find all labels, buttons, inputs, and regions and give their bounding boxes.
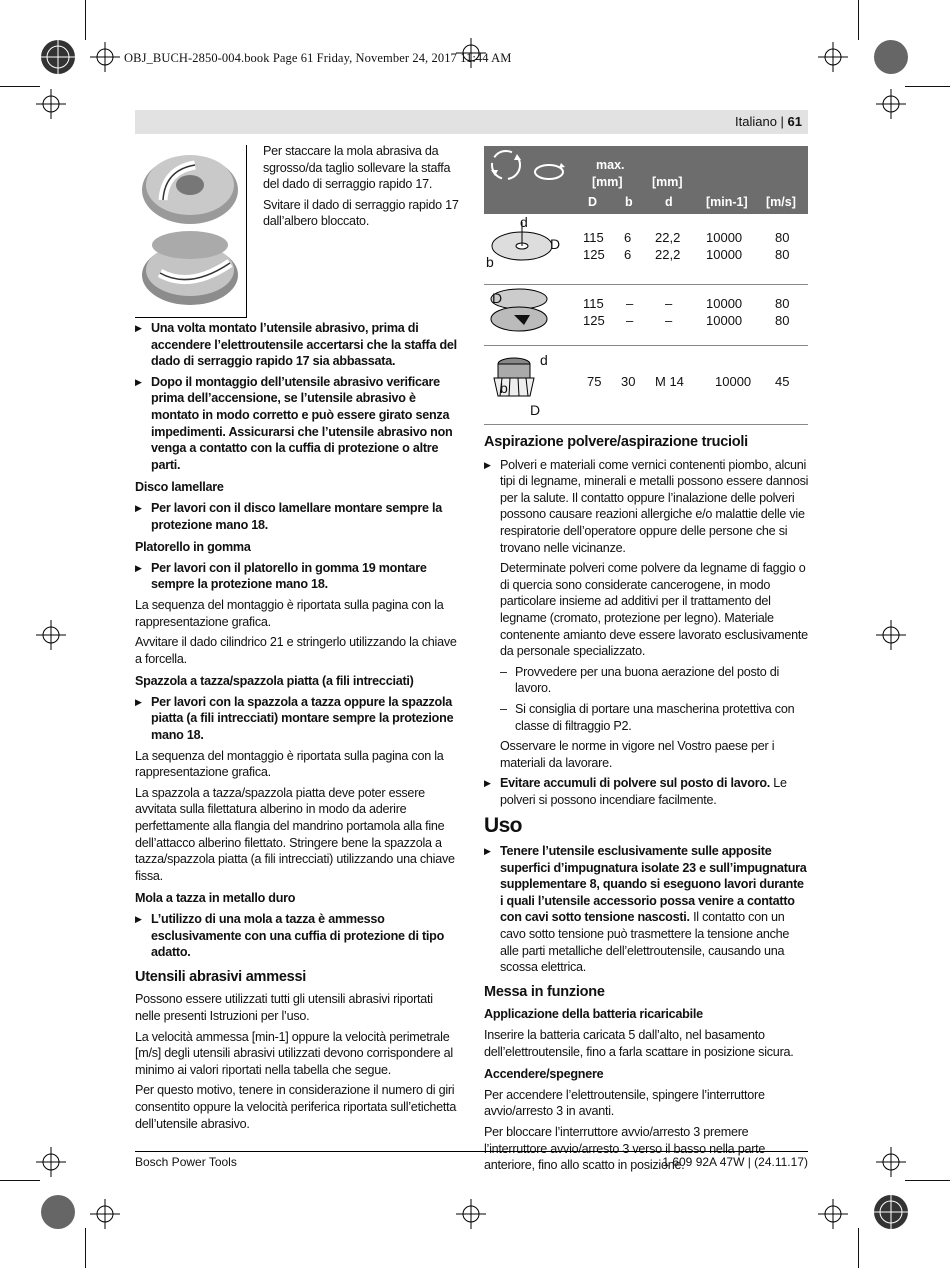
header-speed: [m/s]: [766, 195, 796, 209]
cell: 22,2: [655, 247, 681, 262]
text: Le polveri si possono incendiare facilmente.: [500, 776, 787, 807]
cell: –: [626, 296, 634, 311]
table-row: [484, 214, 808, 285]
paragraph: La sequenza del montaggio è riportata sulla pagina con la rappresentazione grafica.: [135, 748, 444, 780]
rotation-speed-icon: [484, 146, 528, 184]
label-D: D: [492, 290, 503, 306]
cell: 10000: [706, 247, 743, 262]
crosshair-icon: [90, 1199, 120, 1229]
cell: 80: [775, 247, 790, 262]
paragraph: Inserire la batteria caricata 5 dall’alto, nel basamento dell’elettroutensile, fino a farla scattare in posizione sicura.: [484, 1028, 794, 1059]
language-label: Italiano: [735, 114, 777, 129]
cell: –: [665, 313, 673, 328]
bullet-item: [484, 843, 809, 976]
section-heading: Utensili abrasivi ammessi: [135, 968, 307, 985]
cell: –: [626, 313, 634, 328]
cup-brush-icon: [484, 346, 544, 406]
cell: 115: [583, 296, 604, 311]
paragraph: La velocità ammessa [min-1] oppure la velocità perimetrale [m/s] degli utensili abrasivi utilizzati devono corrispondere al minimo ai valori riportati nella tabella che segue.: [135, 1029, 453, 1077]
registration-mark-icon: [38, 37, 78, 77]
footer-doc-id: 1 609 92A 47W | (24.11.17): [662, 1155, 808, 1169]
registration-mark-icon: [38, 1192, 78, 1232]
left-column: [135, 320, 460, 1136]
paragraph: La sequenza del montaggio è riportata sulla pagina con la rappresentazione grafica.: [135, 597, 444, 629]
paragraph: Determinate polveri come polvere da legname di faggio o di quercia sono considerate cancerogene, in modo particolare insieme ad additivi per il trattamento del legname (cromato, protezione per legno). Materiale contenente amianto deve essere lavorato esclusivamente da personale specializzato.: [500, 561, 808, 659]
crosshair-icon: [90, 42, 120, 72]
cell: 125: [583, 313, 605, 328]
bullet-item: [484, 775, 809, 808]
print-slug: OBJ_BUCH-2850-004.book Page 61 Friday, November 24, 2017 11:44 AM: [124, 51, 512, 65]
table-header: [484, 146, 808, 214]
sub-heading: Applicazione della batteria ricaricabile: [484, 1007, 703, 1022]
dash-text: Si consiglia di portare una mascherina protettiva con classe di filtraggio P2.: [515, 701, 795, 733]
cell: 10000: [706, 313, 743, 328]
crop-line: [858, 1228, 859, 1268]
header-b: b: [625, 195, 633, 209]
text: Il contatto con un cavo sotto tensione può trasmettere la tensione anche alle parti metalliche dell’elettroutensile, causando una scossa elettrica.: [500, 910, 790, 975]
right-column: [484, 426, 809, 1178]
bullet-item: ▶ Polveri e materiali come vernici contenenti piombo, alcuni tipi di legname, minerali e metalli possono essere dannosi per la salute. Il contatto oppure l’inalazione delle polveri possono causare reazioni allergiche e/o malattie delle vie respiratorie dell’operatore oppure delle persone che si trovano nelle vicinanze.: [484, 457, 809, 557]
crosshair-icon: [456, 1199, 486, 1229]
cell: 10000: [706, 230, 743, 245]
section-heading: Mola a tazza in metallo duro: [135, 891, 296, 906]
cell: M 14: [655, 374, 684, 389]
cell: –: [665, 296, 673, 311]
paragraph: Possono essere utilizzati tutti gli utensili abrasivi riportati nelle presenti Istruzioni per l’uso.: [135, 992, 433, 1023]
paragraph: Per bloccare l’interruttore avvio/arresto 3 premere l’interruttore avvio/arresto 3 verso il basso nella parte anteriore, fino allo scatto in posizione.: [484, 1124, 766, 1173]
bullet-item: ▶ Una volta montato l’utensile abrasivo, prima di accendere l’elettroutensile accertarsi che la staffa del dado di serraggio rapido 17 sia abbassata.: [135, 320, 460, 370]
page-header: Italiano | 61: [135, 110, 808, 134]
paragraph: Per accendere l’elettroutensile, spingere l’interruttore avvio/arresto 3 in avanti.: [484, 1087, 765, 1119]
page-footer: [135, 1151, 808, 1169]
bold-text: Evitare accumuli di polvere sul posto di lavoro.: [500, 776, 771, 791]
paragraph: Osservare le norme in vigore nel Vostro paese per i materiali da lavorare.: [500, 739, 775, 770]
crop-line: [0, 86, 40, 87]
abrasive-tool-table: [484, 146, 808, 425]
header-max: max.: [596, 158, 625, 172]
bullet-item: ▶ Per lavori con il platorello in gomma 19 montare sempre la protezione mano 18.: [135, 560, 460, 593]
paragraph: La spazzola a tazza/spazzola piatta deve poter essere avvitata sulla filettatura alberino in modo da aderire perfettamente alla flangia del mandrino portamola alla fine dell’attacco alberino filettato. Stringere bene la spazzola a tazza/spazzola piatta (a fili intrecciati) utilizzando una chiave fissa.: [135, 785, 455, 883]
crosshair-icon: [818, 1199, 848, 1229]
header-D: D: [588, 195, 598, 209]
dash-item: – Si consiglia di portare una mascherina protettiva con classe di filtraggio P2.: [500, 701, 795, 733]
cell: 10000: [706, 296, 743, 311]
crosshair-icon: [36, 620, 66, 650]
cell: 22,2: [655, 230, 681, 245]
dash-text: Provvedere per una buona aerazione del posto di lavoro.: [515, 664, 780, 696]
cell: 30: [621, 374, 636, 389]
registration-mark-icon: [871, 1192, 911, 1232]
header-d: d: [665, 195, 673, 209]
sub-heading: Accendere/spegnere: [484, 1067, 604, 1082]
cell: 10000: [715, 374, 752, 389]
cell: 80: [775, 230, 790, 245]
label-D: D: [550, 236, 561, 252]
peripheral-speed-icon: [531, 160, 567, 184]
paragraph: Per questo motivo, tenere in considerazione il numero di giri consentito oppure la velocità periferica riportata sull’etichetta dell’utensile abrasivo.: [135, 1083, 457, 1131]
crop-line: [858, 0, 859, 40]
crop-line: [0, 1180, 40, 1181]
bullet-item: ▶ Per lavori con il disco lamellare montare sempre la protezione mano 18.: [135, 500, 460, 533]
crosshair-icon: [36, 89, 66, 119]
header-mm: [mm]: [652, 175, 683, 189]
section-title: Uso: [484, 814, 522, 838]
intro-paragraph: Per staccare la mola abrasiva da sgrosso/da taglio sollevare la staffa del dado di serraggio rapido 17.: [263, 144, 451, 192]
label-D: D: [530, 402, 541, 418]
label-d: d: [540, 352, 548, 368]
crosshair-icon: [876, 1147, 906, 1177]
cell: 80: [775, 313, 790, 328]
bullet-item: ▶ L’utilizzo di una mola a tazza è ammesso esclusivamente con una cuffia di protezione di tipo adatto.: [135, 911, 460, 961]
cell: 45: [775, 374, 790, 389]
label-b: b: [500, 380, 508, 396]
crop-line: [85, 0, 86, 40]
cell: 115: [583, 230, 604, 245]
crop-line: [905, 86, 950, 87]
crosshair-icon: [876, 89, 906, 119]
page-number: 61: [787, 114, 802, 129]
header-rpm: [min-1]: [706, 195, 748, 209]
crop-line: [905, 1180, 950, 1181]
cell: 6: [624, 247, 632, 262]
cell: 6: [624, 230, 632, 245]
label-d: d: [520, 214, 528, 230]
section-heading: Aspirazione polvere/aspirazione trucioli: [484, 434, 748, 450]
crosshair-icon: [818, 42, 848, 72]
dash-item: – Provvedere per una buona aerazione del posto di lavoro.: [500, 664, 780, 696]
cell: 125: [583, 247, 605, 262]
crop-line: [85, 1228, 86, 1268]
crosshair-icon: [876, 620, 906, 650]
section-heading: Messa in funzione: [484, 983, 605, 1000]
footer-brand: Bosch Power Tools: [135, 1155, 237, 1169]
bold-text: Tenere l’utensile esclusivamente sulle apposite superfici d’impugnatura isolate 23 e sull’impugnatura supplementare 8, quando si eseguono lavori durante i quali l’utensile accessorio possa venire a contatto con cavi sotto tensione nascosti.: [500, 844, 807, 925]
quick-nut-illustration: [135, 145, 247, 318]
label-b: b: [486, 254, 494, 270]
bullet-item: ▶ Per lavori con la spazzola a tazza oppure la spazzola piatta (a fili intrecciati) montare sempre la protezione mano 18.: [135, 694, 460, 744]
intro-text: [263, 143, 460, 234]
table-row: [484, 346, 808, 425]
crosshair-icon: [36, 1147, 66, 1177]
registration-mark-icon: [871, 37, 911, 77]
section-heading: Platorello in gomma: [135, 540, 251, 555]
bullet-item: ▶ Dopo il montaggio dell’utensile abrasivo verificare prima dell’accensione, se l’utensile abrasivo è montato in modo corretto e può essere girato senza impedimenti. Assicurarsi che l’utensile abrasivo non venga a contatto con la cuffia di protezione o altre parti.: [135, 374, 460, 474]
section-heading: Disco lamellare: [135, 480, 224, 495]
section-heading: Spazzola a tazza/spazzola piatta (a fili intrecciati): [135, 674, 414, 689]
intro-paragraph: Svitare il dado di serraggio rapido 17 dall’albero bloccato.: [263, 197, 459, 229]
paragraph: Avvitare il dado cilindrico 21 e stringerlo utilizzando la chiave a forcella.: [135, 635, 457, 666]
cell: 80: [775, 296, 790, 311]
header-mm: [mm]: [592, 175, 623, 189]
cell: 75: [587, 374, 602, 389]
table-row: [484, 285, 808, 346]
